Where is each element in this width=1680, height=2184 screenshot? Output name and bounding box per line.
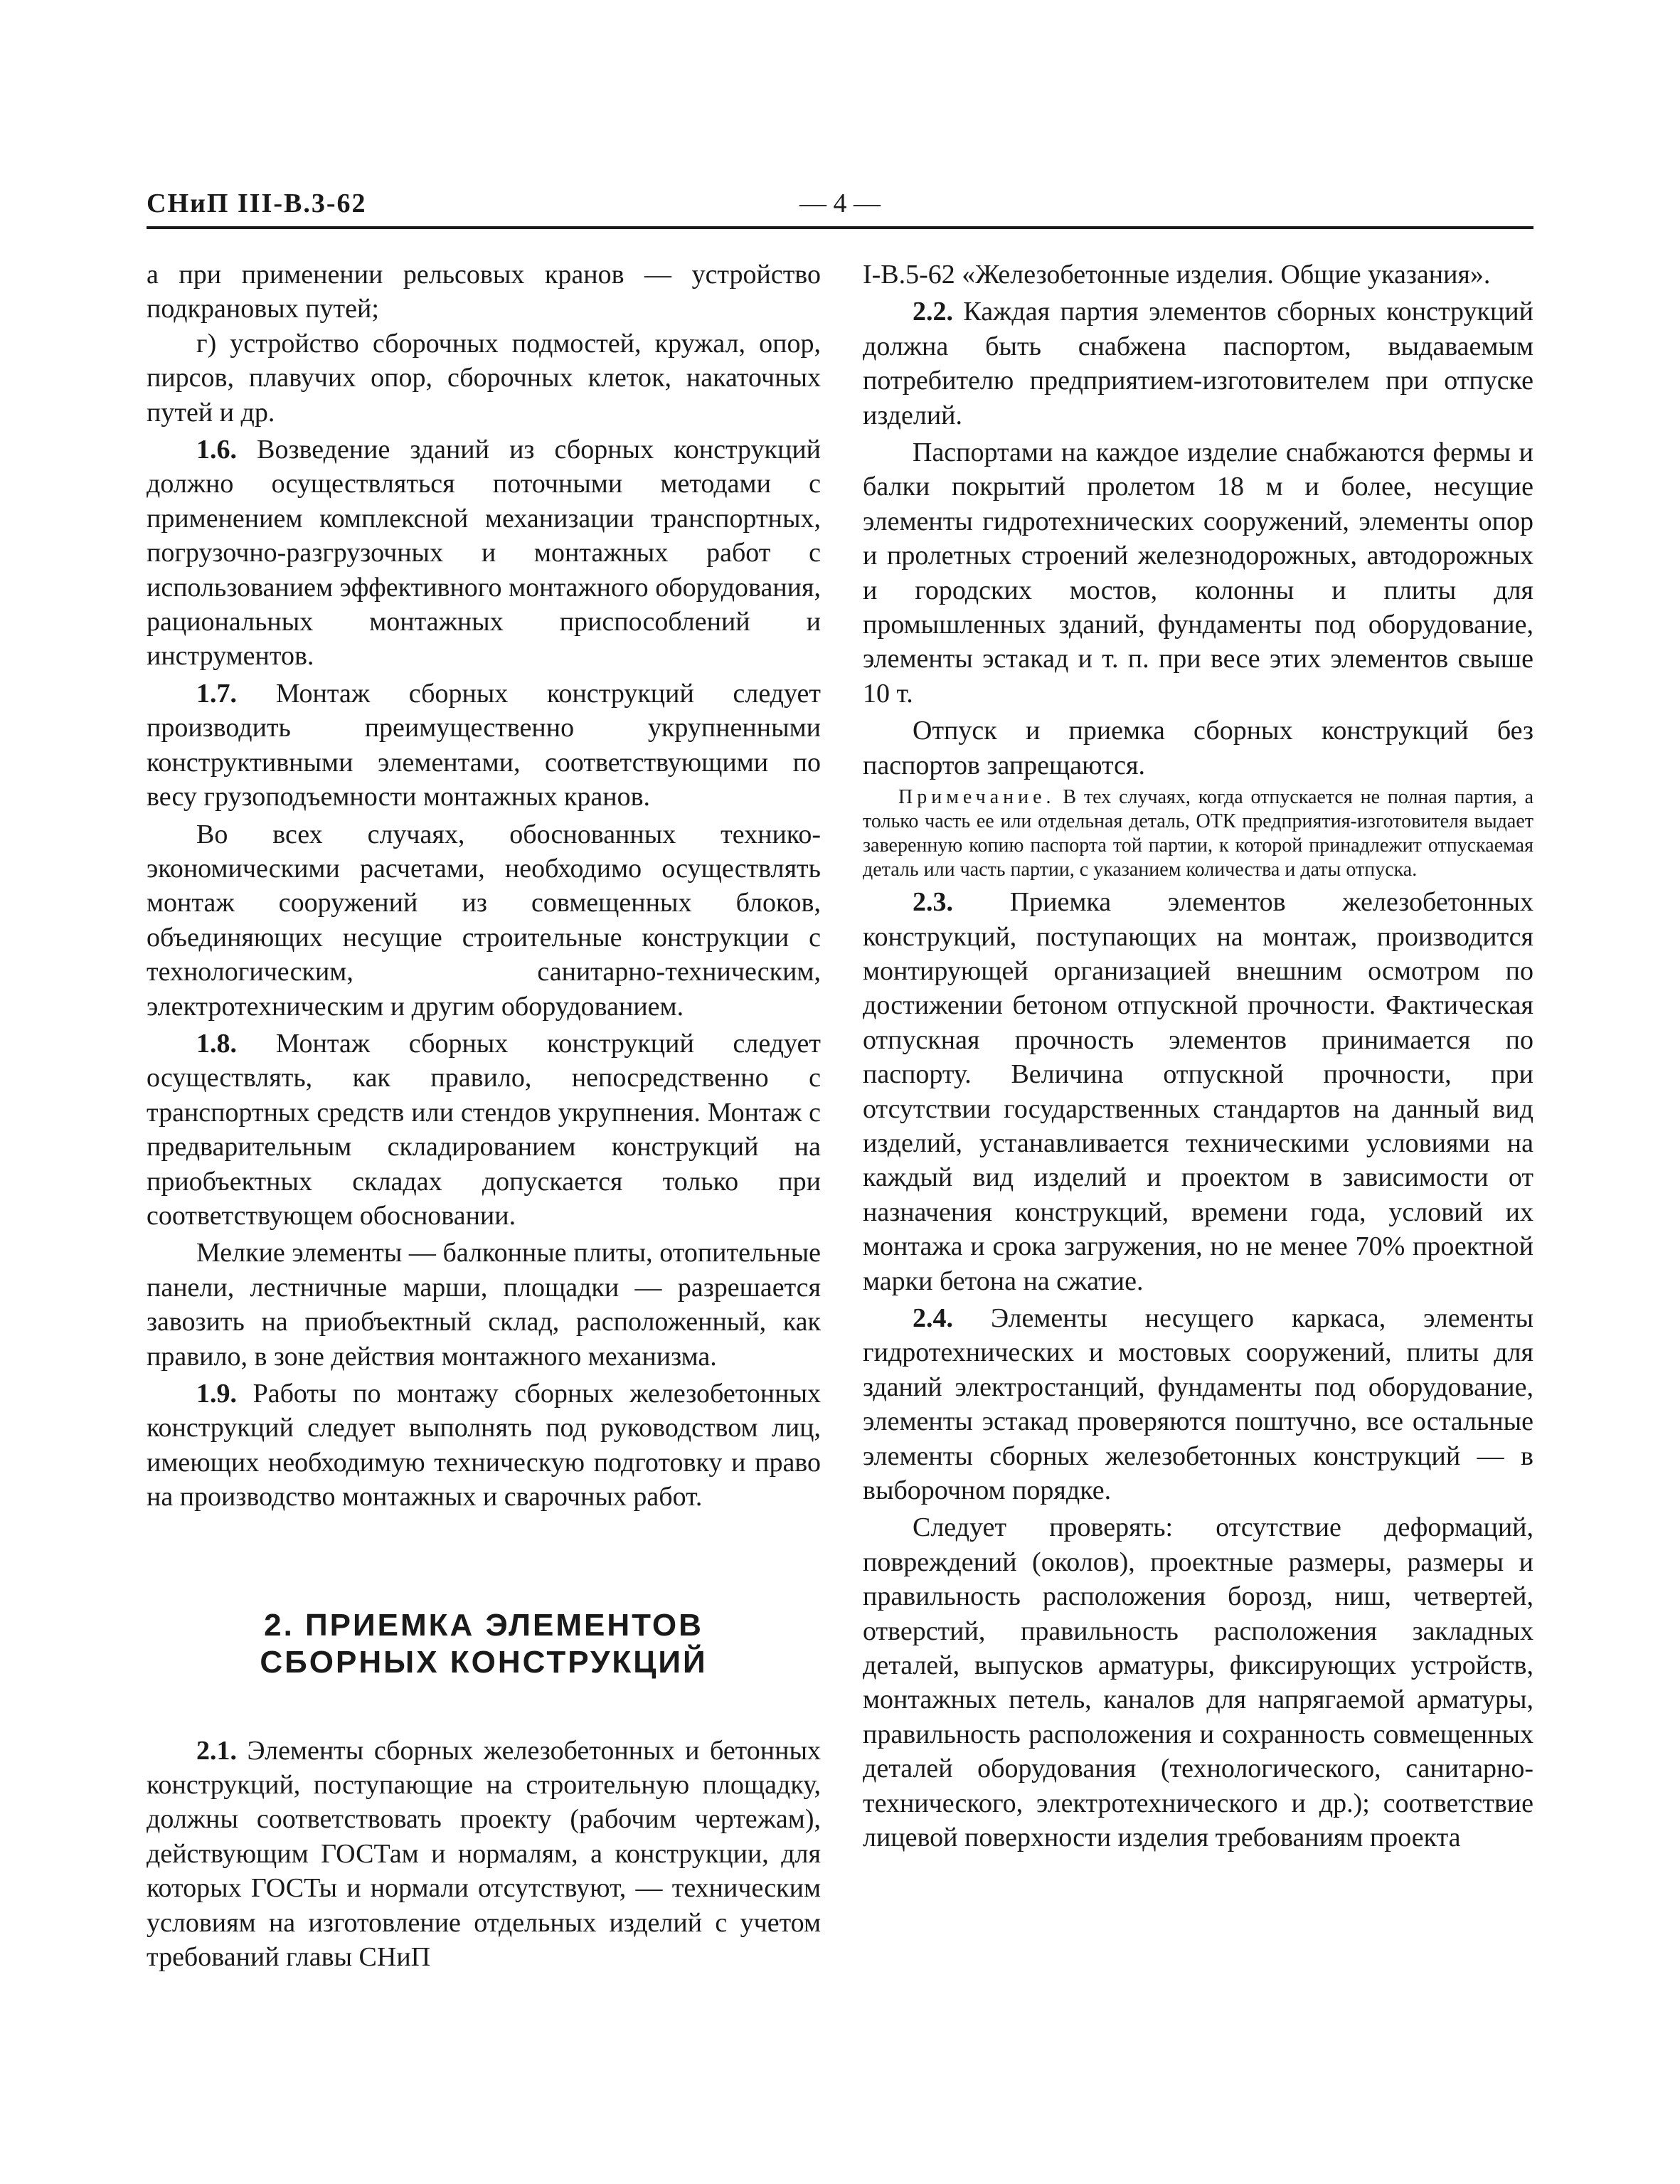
header-rule (147, 226, 1533, 229)
clause-text: Возведение зданий из сборных конструкций должно осуществляться поточными методами с применением комплексной механизации транспортных, погрузочно-разгрузочных и монтажных работ с использованием эффективного монтажного оборудования, рациональных монтажных приспособлений и инструментов. (147, 435, 821, 672)
paragraph: I-В.5-62 «Железобетонные изделия. Общие указания». (863, 260, 1491, 290)
clause-text: Приемка элементов железобетонных конструкций, поступающих на монтаж, производится монтирующей организацией внешним осмотром по достижении бетоном отпускной прочности. Фактическая отпускная прочность элементов принимается по паспорту. Величина отпускной прочности, при отсутствии государственных стандартов на данный вид изделий, устанавливается техническими условиями на каждый вид изделий и проектом в зависимости от назначения конструкций, времени года, условий их монтажа и срока загружения, но не менее 70% проектной марки бетона на сжатие. (863, 887, 1533, 1296)
paragraph: Следует проверять: отсутствие деформаций, повреждений (околов), проектные размеры, размеры и правильность расположения борозд, ниш, четвертей, отверстий, правильность расположения закладных деталей, выпусков арматуры, фиксирующих устройств, монтажных петель, каналов для напрягаемой арматуры, правильность расположения и сохранность совмещенных деталей оборудования (технологического, санитарно-технического, электротехнического и др.); соответствие лицевой поверхности изделия требованиям проекта (863, 1512, 1533, 1853)
note-label: Примечание. (898, 786, 1056, 809)
clause-text: Элементы сборных железобетонных и бетонных конструкций, поступающие на строительную площадку, должны соответствовать проекту (рабочим чертежам), действующим ГОСТам и нормалям, а конструкции, для которых ГОСТы и нормали отсутствуют, — техническим условиям на изготовление отдельных изделий с учетом требований главы СНиП (147, 1735, 821, 1973)
clause-1-9 (147, 1377, 821, 1515)
clause-1-8 (147, 1027, 821, 1233)
section-heading-line: СБОРНЫХ КОНСТРУКЦИЙ (260, 1644, 708, 1680)
clause-number: 1.6. (196, 435, 237, 465)
paragraph: г) устройство сборочных подмостей, кружал, опор, пирсов, плавучих опор, сборочных клеток, накаточных путей и др. (147, 328, 821, 428)
page-number: — 4 — (799, 189, 881, 218)
clause-number: 1.8. (196, 1028, 237, 1059)
paragraph: Паспортами на каждое изделие снабжаются фермы и балки покрытий пролетом 18 м и более, несущие элементы гидротехнических сооружений, элементы опор и пролетных строений железнодорожных, автодорожных и городских мостов, колонны и плиты для промышленных зданий, фундаменты под оборудование, элементы эстакад и т. п. при весе этих элементов свыше 10 т. (863, 438, 1533, 709)
clause-number: 2.4. (913, 1303, 953, 1333)
clause-1-7 (147, 677, 821, 815)
clause-text: Каждая партия элементов сборных конструкций должна быть снабжена паспортом, выдаваемым потребителю предприятием-изготовителем при отпуске изделий. (863, 297, 1533, 430)
clause-text: Элементы несущего каркаса, элементы гидротехнических и мостовых сооружений, плиты для зданий электростанций, фундаменты под оборудование, элементы эстакад проверяются поштучно, все остальные элементы сборных железобетонных конструкций — в выборочном порядке. (863, 1303, 1533, 1505)
paragraph: Отпуск и приемка сборных конструкций без паспортов запрещаются. (863, 716, 1533, 780)
clause-number: 2.2. (913, 297, 953, 327)
paragraph: а при применении рельсовых кранов — устройство подкрановых путей; (147, 260, 821, 324)
right-column (863, 258, 1533, 1855)
clause-2-4 (863, 1301, 1533, 1507)
clause-number: 2.3. (913, 887, 953, 918)
note-text: В тех случаях, когда отпускается не полная партия, а только часть ее или отдельная деталь, ОТК предприятия-изготовителя выдает заверенную копию паспорта той партии, к которой принадлежит отпускаемая деталь или часть партии, с указанием количества и даты отпуска. (863, 786, 1533, 881)
paragraph: Во всех случаях, обоснованных технико-экономическими расчетами, необходимо осуществлять монтаж сооружений из совмещенных блоков, объединяющих несущие строительные конструкции с технологическим, санитарно-техническим, электротехническим и другим оборудованием. (147, 819, 821, 1022)
clause-number: 1.7. (196, 678, 237, 709)
clause-text: Монтаж сборных конструкций следует осуществлять, как правило, непосредственно с транспортных средств или стендов укрупнения. Монтаж с предварительным складированием конструкций на приобъектных складах допускается только при соответствующем обосновании. (147, 1028, 821, 1231)
clause-2-2 (863, 295, 1533, 433)
section-heading-line: 2. ПРИЕМКА ЭЛЕМЕНТОВ (264, 1607, 703, 1643)
note (863, 785, 1533, 882)
document-code: СНиП III-В.3-62 (147, 189, 367, 218)
paragraph: Мелкие элементы — балконные плиты, отопительные панели, лестничные марши, площадки — разрешается завозить на приобъектный склад, расположенный, как правило, в зоне действия монтажного механизма. (147, 1238, 821, 1372)
clause-number: 1.9. (196, 1379, 237, 1409)
clause-number: 2.1. (196, 1735, 237, 1766)
clause-text: Работы по монтажу сборных железобетонных конструкций следует выполнять под руководством лиц, имеющих необходимую техническую подготовку и право на производство монтажных и сварочных работ. (147, 1379, 821, 1512)
page-header (147, 186, 1533, 225)
clause-1-6 (147, 433, 821, 674)
clause-2-1 (147, 1734, 821, 1975)
section-heading (147, 1607, 821, 1681)
left-column (147, 258, 821, 1974)
clause-text: Монтаж сборных конструкций следует производить преимущественно укрупненными конструктивными элементами, соответствующими по весу грузоподъемности монтажных кранов. (147, 678, 821, 812)
clause-2-3 (863, 885, 1533, 1298)
